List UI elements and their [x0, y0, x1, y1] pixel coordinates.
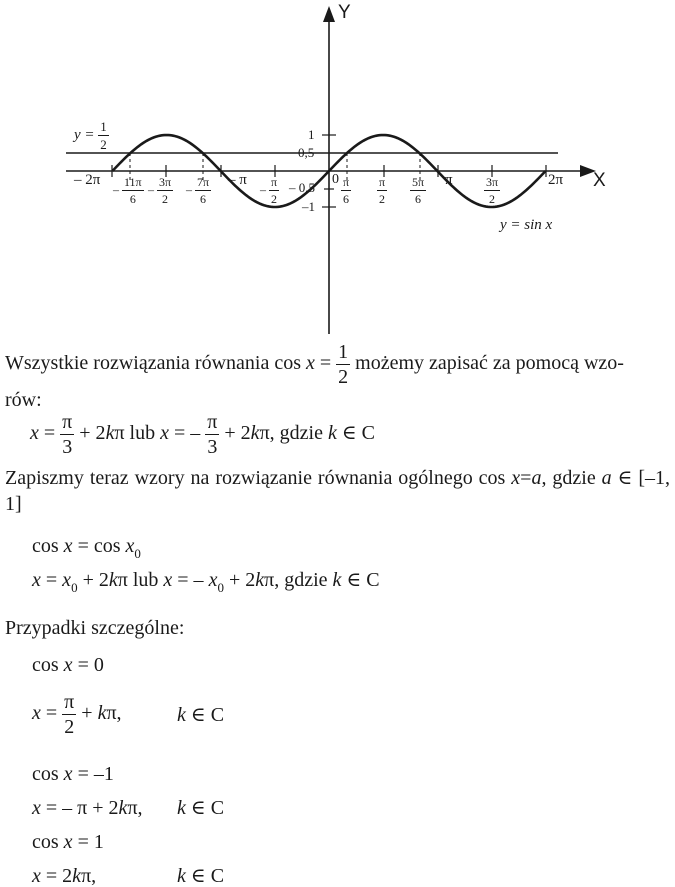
op: + 2: [228, 569, 256, 591]
x-label-den: 2: [162, 192, 169, 206]
p1-var-x: x: [306, 352, 315, 375]
x-label-num: π: [343, 175, 350, 189]
var: x: [32, 865, 41, 887]
subscript: 0: [71, 580, 78, 595]
op: cos: [32, 763, 59, 785]
frac-num: π: [207, 411, 218, 433]
var: k: [97, 702, 107, 725]
var: k: [72, 865, 82, 887]
op: =: [43, 422, 56, 445]
p1-frac-den: 2: [338, 366, 349, 388]
op: ∈ C: [190, 797, 225, 819]
x-label-sign: –: [186, 182, 192, 197]
origin-label: 0: [332, 172, 339, 187]
var: x: [63, 654, 73, 676]
var: x: [208, 569, 218, 591]
x-label-pi6: [341, 176, 351, 205]
x-label-num: 11π: [124, 175, 142, 189]
var: k: [177, 865, 186, 887]
subscript: 0: [217, 580, 224, 595]
x-label-den: 6: [415, 192, 422, 206]
frac-num: π: [64, 691, 75, 713]
y-tick-label-1: 1: [308, 127, 315, 142]
var: k: [332, 569, 342, 591]
var: k: [105, 422, 115, 445]
x-label-den: 6: [200, 192, 207, 206]
case-1-domain: [177, 705, 224, 725]
p1-frac-num: 1: [338, 341, 349, 363]
x-label-num: π: [379, 175, 386, 189]
x-label-num: π: [271, 175, 278, 189]
var: k: [250, 422, 260, 445]
op: = 2: [45, 865, 73, 887]
var: k: [108, 569, 118, 591]
formula-2: [32, 536, 141, 560]
p2-text-c: ∈ [–1, 1]: [5, 467, 671, 515]
op: = –: [174, 422, 201, 445]
x-label-num: 7π: [197, 175, 210, 189]
formula-1: [30, 412, 375, 457]
op: ∈ C: [190, 704, 225, 726]
op: = – π + 2: [45, 797, 119, 819]
var: x: [63, 763, 73, 785]
op: = 1: [77, 831, 104, 853]
line-label-lhs: y =: [74, 126, 95, 143]
x-label-2pi: 2π: [548, 172, 564, 188]
op: +: [81, 702, 93, 725]
frac-den: 3: [207, 436, 218, 458]
x-label-den: 6: [343, 192, 350, 206]
op: + 2: [82, 569, 109, 591]
op: = –: [177, 569, 204, 591]
op: cos: [32, 654, 59, 676]
paragraph-2: [5, 465, 670, 517]
op: cos: [32, 831, 59, 853]
special-cases-heading: Przypadki szczególne:: [5, 617, 185, 639]
var: k: [327, 422, 337, 445]
op: + 2: [224, 422, 251, 445]
op: =: [45, 569, 58, 591]
var: x: [32, 569, 41, 591]
op: ∈ C: [341, 422, 376, 445]
x-label-mpi2: [260, 176, 279, 205]
curve-label: y = sin x: [500, 217, 553, 233]
p2-text-a: Zapiszmy teraz wzory na rozwiązanie równania ogólnego cos: [5, 467, 506, 489]
x-label-sign: –: [113, 182, 119, 197]
x-label-den: 2: [489, 192, 496, 206]
formula-3: [32, 570, 380, 594]
var: a: [531, 467, 542, 489]
var: k: [177, 704, 186, 726]
x-label-5pi6: [410, 176, 426, 205]
case-1-solution: [32, 692, 122, 737]
x-label-den: 6: [129, 192, 136, 206]
y-tick-label-m05: – 0,5: [289, 180, 315, 195]
axis-x-label: X: [593, 170, 606, 191]
x-label-num: 3π: [159, 175, 172, 189]
x-label-den: 2: [271, 192, 278, 206]
op: cos: [32, 535, 59, 557]
line-label-num: 1: [100, 119, 107, 134]
case-1: [32, 655, 104, 675]
var: k: [118, 797, 128, 819]
line-label: [74, 120, 109, 151]
x-label-m7pi6: [186, 176, 211, 205]
p1-eq: =: [319, 352, 332, 375]
p2-text-b: , gdzie: [541, 467, 596, 489]
case-3-domain: [177, 866, 224, 886]
y-tick-label-m1: –1: [302, 199, 315, 214]
op: π, gdzie: [264, 569, 328, 591]
sine-graph: [0, 0, 675, 340]
op: π,: [106, 702, 122, 725]
x-label-den: 2: [379, 192, 386, 206]
paragraph-1: [5, 342, 670, 413]
x-label-3pi2: [484, 176, 500, 205]
op: + 2: [79, 422, 106, 445]
x-label-pi: π: [445, 172, 453, 188]
frac-den: 3: [62, 436, 73, 458]
y-tick-label-05: 0,5: [298, 145, 315, 160]
var: x: [125, 535, 135, 557]
var: a: [601, 467, 612, 489]
op: π lub: [114, 422, 156, 445]
op: π lub: [117, 569, 159, 591]
var: x: [160, 422, 169, 445]
case-2-domain: [177, 798, 224, 818]
case-2-solution: [32, 798, 143, 818]
op: π,: [127, 797, 143, 819]
x-label-sign: –: [148, 182, 154, 197]
line-label-den: 2: [100, 137, 107, 152]
x-label-pi2: [377, 176, 387, 205]
var: x: [32, 702, 41, 725]
op: ∈ C: [190, 865, 225, 887]
frac-num: π: [62, 411, 73, 433]
var: k: [255, 569, 265, 591]
p1-text-a: Wszystkie rozwiązania równania cos: [5, 352, 301, 375]
op: ∈ C: [346, 569, 380, 591]
x-label-m3pi2: [148, 176, 173, 205]
var: x: [32, 797, 41, 819]
var: x: [62, 569, 72, 591]
var: x: [163, 569, 173, 591]
x-label-m11pi6: [113, 176, 144, 205]
x-label-num: 3π: [486, 175, 499, 189]
var: k: [177, 797, 186, 819]
axis-y-label: Y: [338, 2, 351, 23]
case-3-solution: [32, 866, 96, 886]
var: x: [63, 535, 73, 557]
op: π,: [81, 865, 97, 887]
x-label-sign: –: [260, 182, 266, 197]
op: =: [45, 702, 58, 725]
op: =: [520, 467, 532, 489]
y-axis-arrow: [323, 6, 335, 22]
op: = 0: [77, 654, 104, 676]
op: = cos: [77, 535, 121, 557]
op: π, gdzie: [259, 422, 323, 445]
case-2: [32, 764, 114, 784]
case-3: [32, 832, 104, 852]
x-label-num: 5π: [412, 175, 425, 189]
op: = –1: [77, 763, 114, 785]
x-label-mpi: – π: [228, 172, 247, 188]
var: x: [511, 467, 521, 489]
var: x: [63, 831, 73, 853]
p1-text-c: rów:: [5, 389, 42, 411]
var: x: [30, 422, 39, 445]
x-label-m2pi: – 2π: [74, 172, 101, 188]
p1-text-b: możemy zapisać za pomocą wzo-: [355, 352, 624, 375]
subscript: 0: [134, 546, 141, 561]
frac-den: 2: [64, 716, 75, 738]
